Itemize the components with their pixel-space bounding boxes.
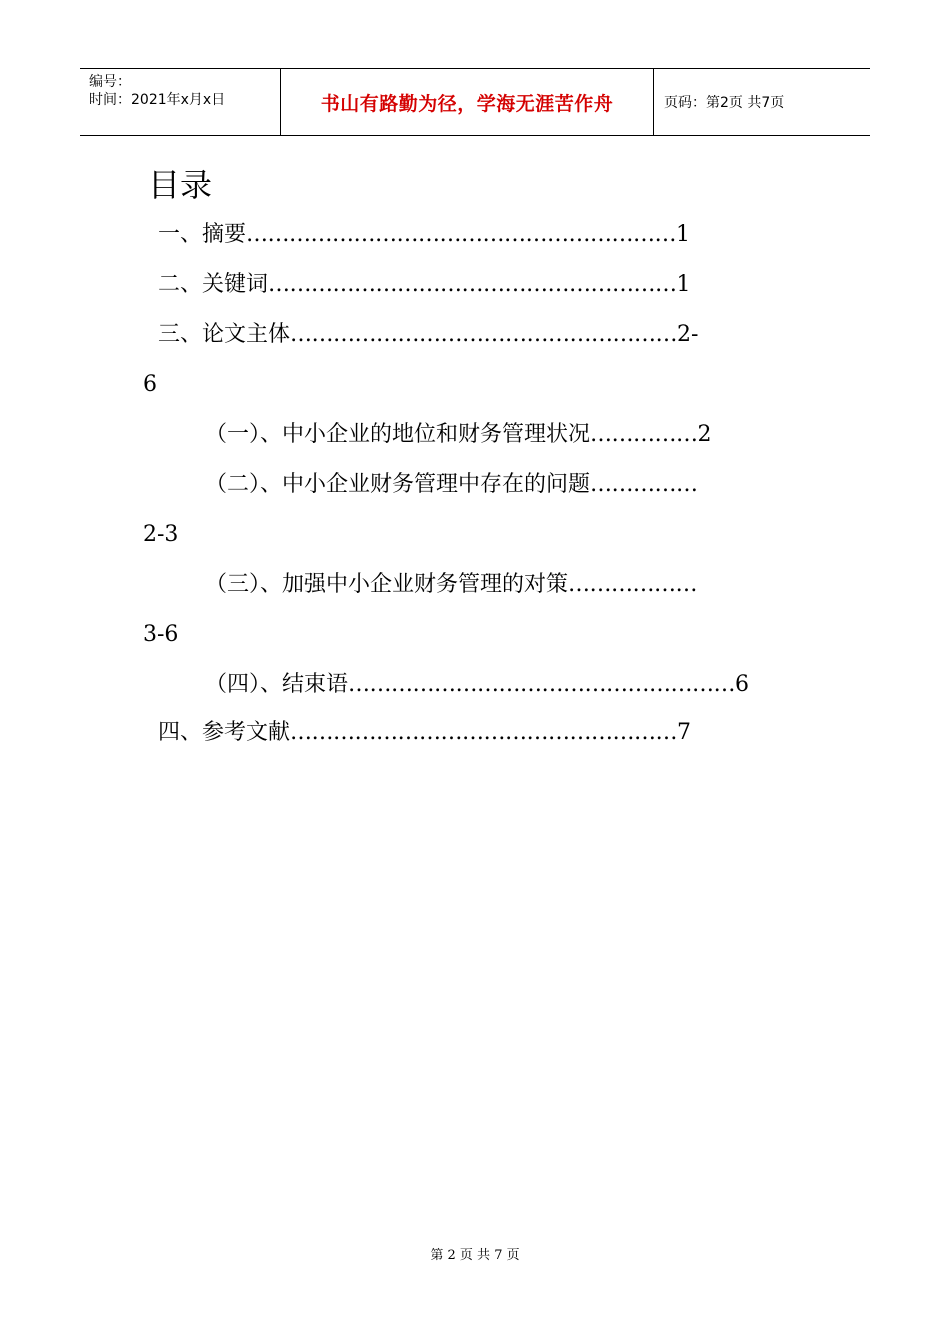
toc-entry-label: （三）、加强中小企业财务管理的对策 xyxy=(205,572,569,597)
toc-entry[interactable] xyxy=(158,718,691,748)
toc-subentry[interactable] xyxy=(205,420,712,450)
toc-entry-page: 7 xyxy=(677,720,692,745)
header-motto: 书山有路勤为径，学海无涯苦作舟 xyxy=(320,92,614,115)
toc-title: 目录 xyxy=(148,166,213,204)
toc-entry-label: 二、关键词 xyxy=(158,272,269,297)
toc-entry-page: 2 xyxy=(697,422,712,447)
header-meta xyxy=(80,69,281,135)
toc-leader-dots: …………… xyxy=(590,472,698,497)
toc-leader-dots: ……………………………………………… xyxy=(348,672,736,697)
header-page-cell xyxy=(654,69,870,135)
toc-leader-dots: …………… xyxy=(590,422,698,447)
toc-entry[interactable] xyxy=(158,320,698,350)
toc-entry-label: （二）、中小企业财务管理中存在的问题 xyxy=(205,472,591,497)
toc-subentry[interactable] xyxy=(205,470,698,500)
toc-entry-label: （四）、结束语 xyxy=(205,672,349,697)
toc-leader-dots: ……………………………………………… xyxy=(290,322,678,347)
toc-leader-dots: ……………………………………………… xyxy=(290,720,678,745)
toc-leader-dots: ………………………………………………… xyxy=(268,272,677,297)
document-number-label: 编号： xyxy=(89,74,131,90)
page-footer xyxy=(0,1244,950,1263)
header-motto-cell xyxy=(281,69,654,135)
toc-entry-page: 1 xyxy=(676,272,691,297)
toc-entry-page: 1 xyxy=(676,222,691,247)
toc-entry-page: 6 xyxy=(735,672,750,697)
toc-entry-label: 三、论文主体 xyxy=(158,322,291,347)
toc-subentry[interactable] xyxy=(205,570,697,600)
header-page-label: 页码：第2页 共7页 xyxy=(664,95,785,111)
toc-entry-page-continued: 2-3 xyxy=(143,522,179,547)
toc-leader-dots: ……………… xyxy=(568,572,698,597)
toc-entry-label: 四、参考文献 xyxy=(158,720,291,745)
toc-entry-page: 2- xyxy=(677,322,699,347)
footer-page-number: 第 2 页 共 7 页 xyxy=(430,1248,520,1263)
toc-subentry[interactable] xyxy=(205,670,749,700)
toc-leader-dots: …………………………………………………… xyxy=(246,222,677,247)
toc-entry-page-continued: 3-6 xyxy=(143,622,179,647)
toc-entry-label: 一、摘要 xyxy=(158,222,247,247)
page-header xyxy=(80,68,870,136)
toc-entry-page-continued: 6 xyxy=(143,372,157,397)
document-date-label: 时间：2021年x月x日 xyxy=(89,92,226,108)
toc-entry-label: （一）、中小企业的地位和财务管理状况 xyxy=(205,422,591,447)
toc-entry[interactable] xyxy=(158,220,690,250)
toc-entry[interactable] xyxy=(158,270,691,300)
